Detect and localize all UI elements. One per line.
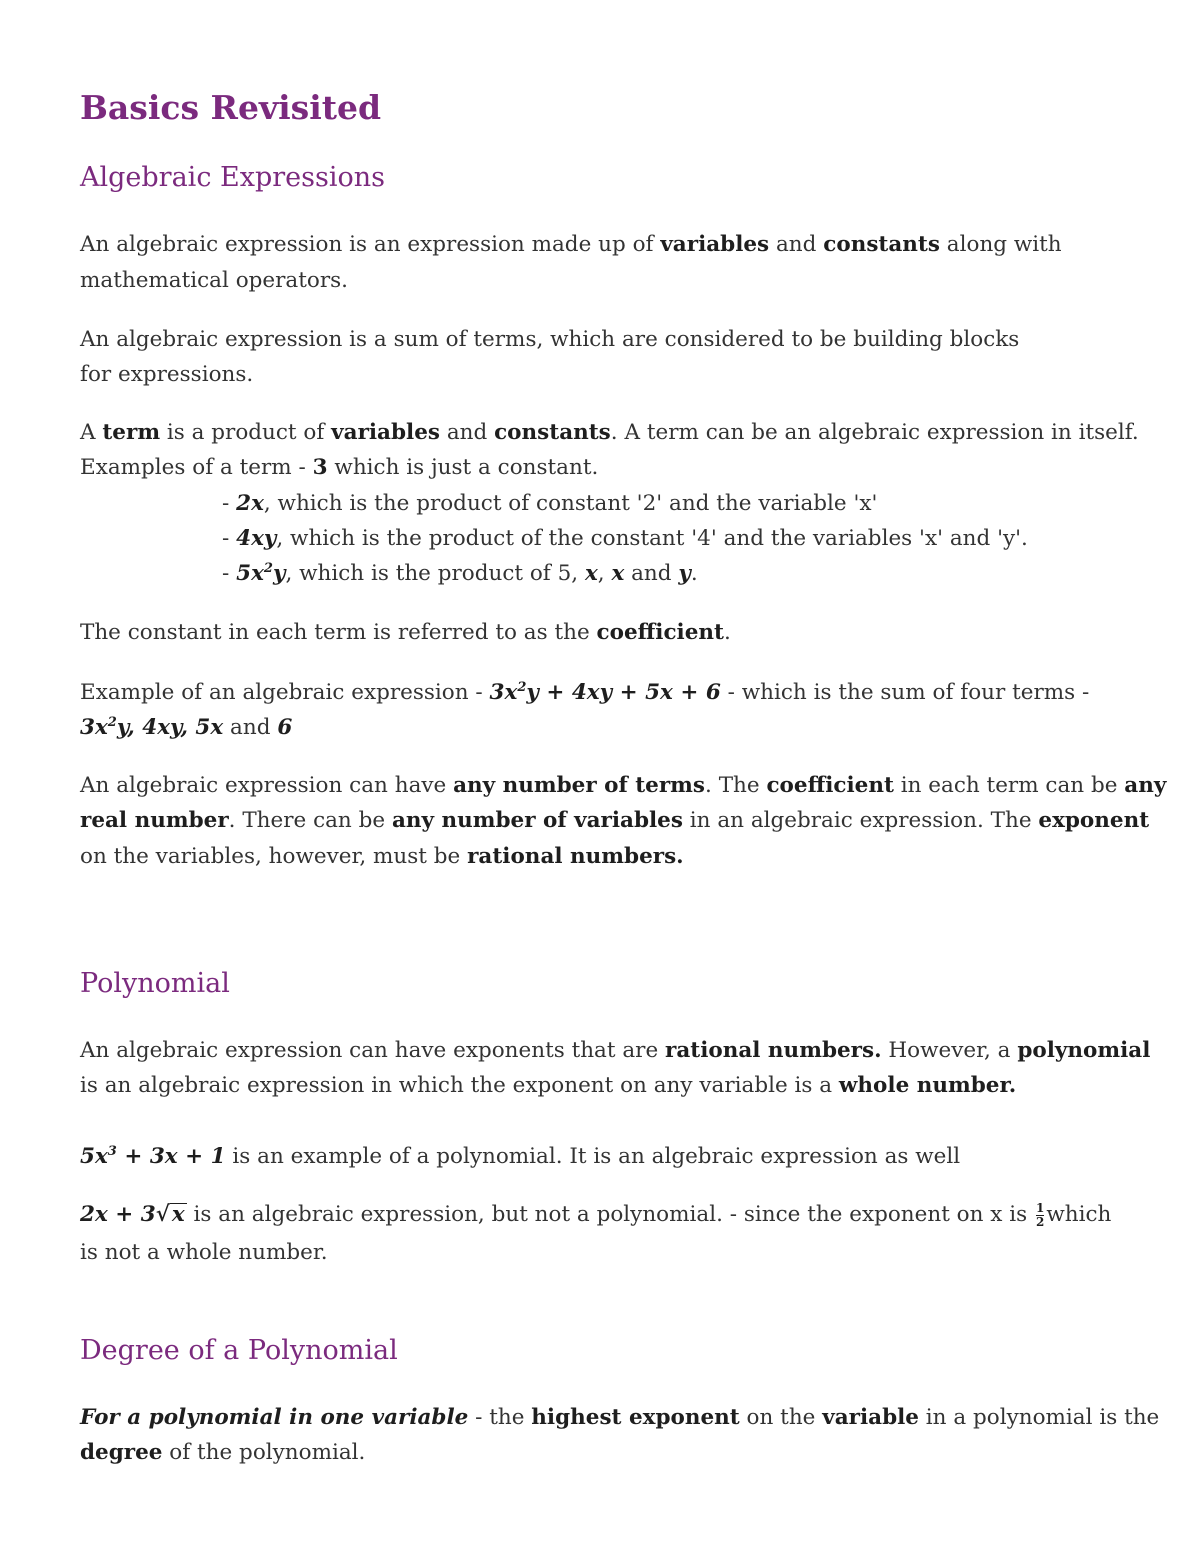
paragraph: A term is a product of variables and constants. A term can be an algebraic expression in itself. xyxy=(80,420,1139,445)
paragraph: An algebraic expression can have exponents that are rational numbers. However, a polynomial xyxy=(80,1038,1151,1063)
page-title: Basics Revisited xyxy=(80,88,382,127)
paragraph: An algebraic expression can have any number of terms. The coefficient in each term can be any xyxy=(80,773,1167,798)
paragraph: 2x + 3√x is an algebraic expression, but not a polynomial. - since the exponent on x is $\frac{1}{2}$ which xyxy=(80,1200,1112,1229)
paragraph-cont: for expressions. xyxy=(80,362,254,387)
paragraph: Example of an algebraic expression - $3x^2y + 4xy + 5x + 6$ - which is the sum of four terms - xyxy=(80,679,1090,705)
paragraph-cont: degree of the polynomial. xyxy=(80,1440,366,1465)
paragraph: For a polynomial in one variable - the highest exponent on the variable in a polynomial is the xyxy=(80,1405,1160,1430)
list-item: - $5x^2y$, which is the product of 5, x, x and y. xyxy=(222,560,698,586)
paragraph-cont: $3x^2y$, 4xy, 5x and 6 xyxy=(80,714,293,740)
fraction-one-half: $\frac{1}{2}$ xyxy=(1036,1200,1045,1229)
paragraph: The constant in each term is referred to as the coefficient. xyxy=(80,620,731,645)
list-item: - 4xy, which is the product of the constant '4' and the variables 'x' and 'y'. xyxy=(222,526,1028,551)
paragraph-cont: is an algebraic expression in which the exponent on any variable is a whole number. xyxy=(80,1073,1017,1098)
paragraph-cont: mathematical operators. xyxy=(80,268,348,293)
heading-degree-of-polynomial: Degree of a Polynomial xyxy=(80,1335,398,1366)
paragraph-cont: real number. There can be any number of variables in an algebraic expression. The exponent xyxy=(80,808,1150,833)
sqrt-symbol: x xyxy=(171,1202,185,1227)
paragraph: An algebraic expression is a sum of terms, which are considered to be building blocks xyxy=(80,327,1020,352)
paragraph: $5x^3 + 3x + 1$ is an example of a polynomial. It is an algebraic expression as well xyxy=(80,1143,961,1169)
paragraph: An algebraic expression is an expression made up of variables and constants along with xyxy=(80,232,1062,257)
list-item: - 2x, which is the product of constant '2' and the variable 'x' xyxy=(222,491,878,516)
heading-algebraic-expressions: Algebraic Expressions xyxy=(80,162,385,193)
heading-polynomial: Polynomial xyxy=(80,968,230,999)
paragraph-cont: is not a whole number. xyxy=(80,1240,328,1265)
paragraph-cont: on the variables, however, must be rational numbers. xyxy=(80,844,684,869)
paragraph-cont: Examples of a term - 3 which is just a constant. xyxy=(80,455,599,480)
